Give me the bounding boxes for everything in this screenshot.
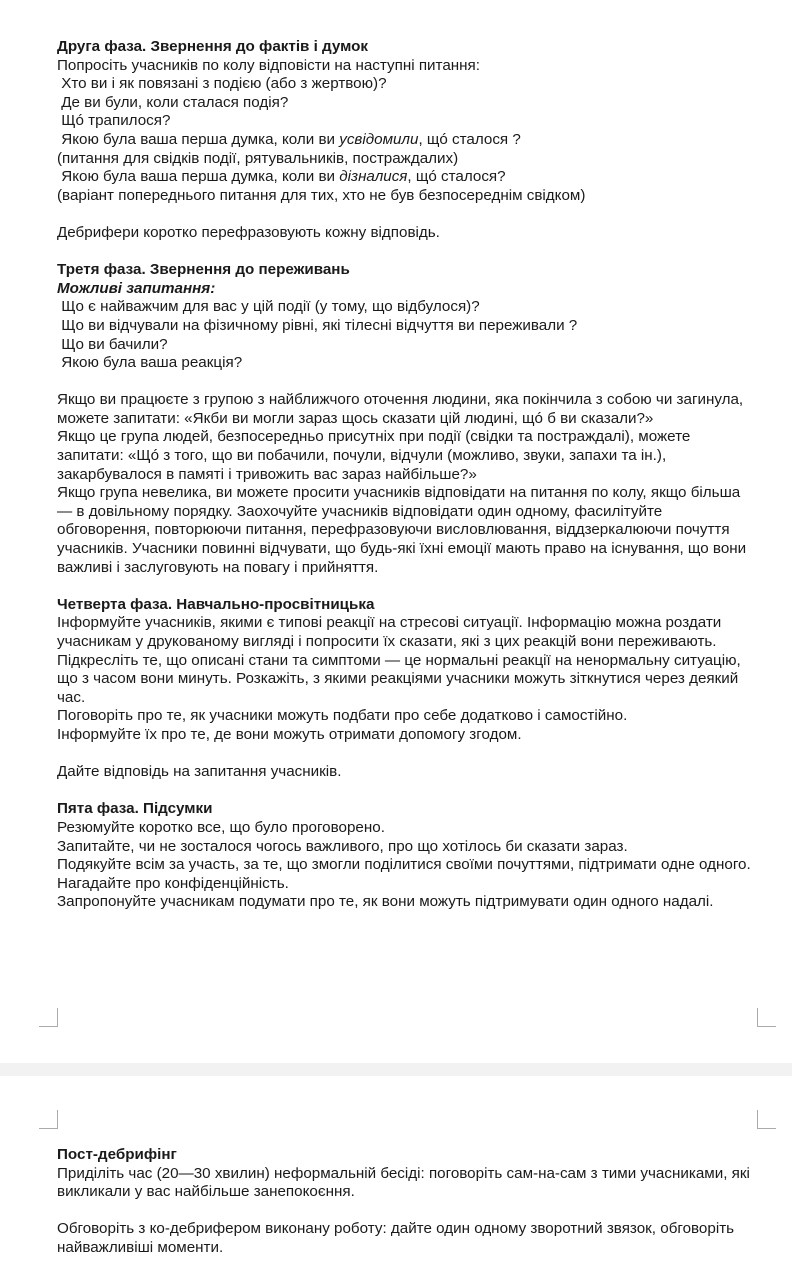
phase-4-paragraph: Підкресліть те, що описані стани та симптоми — це нормальні реакції на ненормальну ситуацію, що з часом вони минуть. Розкажіть, з якими реакціями учасники можуть зіткнутися через деякий час. <box>57 651 741 706</box>
phase-4-paragraph: Інформуйте учасників, якими є типові реакції на стресові ситуації. Інформацію можна роздати учасникам у друкованому вигляді і попросити їх сказати, які з цих реакцій вони переживають. <box>57 614 722 650</box>
phase-2-note: (варіант попереднього питання для тих, хто не був безпосереднім свідком) <box>57 186 586 204</box>
phase-5-item: Запропонуйте учасникам подумати про те, як вони можуть підтримувати один одного надалі. <box>57 893 714 911</box>
phase-2-question: Хто ви і як повязані з подією (або з жертвою)? <box>57 75 387 93</box>
page-corner-marker <box>39 1110 58 1129</box>
phase-3-question: Що ви бачили? <box>57 335 168 353</box>
question-emphasis: дізналися <box>339 168 408 186</box>
phase-2-outro: Дебрифери коротко перефразовують кожну відповідь. <box>57 223 440 241</box>
page-corner-marker <box>39 1008 58 1027</box>
question-text: , щó сталося ? <box>418 130 521 148</box>
document-page-2 <box>0 1076 792 1280</box>
phase-3-question: Якою була ваша реакція? <box>57 354 243 372</box>
phase-5-item: Подякуйте всім за участь, за те, що змогли поділитися своїми почуттями, підтримати одне одного. <box>57 856 751 874</box>
phase-3-subheading: Можливі запитання: <box>57 279 216 297</box>
phase-3-paragraph: Якщо ви працюєте з групою з найближчого оточення людини, яка покінчила з собою чи загинула, можете запитати: «Якби ви могли зараз щось сказати цій людині, щó б ви сказали?» <box>57 391 744 427</box>
phase-4-heading: Четверта фаза. Навчально-просвітницька <box>57 595 375 613</box>
phase-4-outro: Дайте відповідь на запитання учасників. <box>57 763 342 781</box>
phase-3-paragraph: Якщо група невелика, ви можете просити учасників відповідати на питання по колу, якщо більша — в довільному порядку. Заохочуйте учасників відповідати один одному, фасилітуйте обговорення, повторюючи питання, перефразовуючи висловлювання, віддзеркалюючи почуття учасників. Учасники повинні відчувати, що будь-які їхні емоції мають право на існування, що вони важливі і заслуговують на повагу і прийняття. <box>57 484 747 576</box>
post-debriefing-paragraph: Приділіть час (20—30 хвилин) неформальній бесіді: поговоріть сам-на-сам з тими учасниками, які викликали у вас найбільше занепокоєння. <box>57 1164 750 1201</box>
question-text: Якою була ваша перша думка, коли ви <box>57 168 340 186</box>
question-emphasis: усвідомили <box>339 130 419 148</box>
phase-2-question: Де ви були, коли сталася подія? <box>57 93 289 111</box>
page-2-content <box>57 1146 757 1258</box>
phase-3-question: Що є найважчим для вас у цій події (у тому, що відбулося)? <box>57 298 480 316</box>
page-corner-marker <box>757 1110 776 1129</box>
phase-2-note: (питання для свідків події, рятувальників, постраждалих) <box>57 149 459 167</box>
phase-2-question <box>57 168 757 187</box>
phase-5-item: Запитайте, чи не зосталося чогось важливого, про що хотілось би сказати зараз. <box>57 837 628 855</box>
phase-2-heading: Друга фаза. Звернення до фактів і думок <box>57 38 369 55</box>
post-debriefing-heading: Пост-дебрифінг <box>57 1146 177 1163</box>
page-corner-marker <box>757 1008 776 1027</box>
phase-3-question: Що ви відчували на фізичному рівні, які тілесні відчуття ви переживали ? <box>57 316 578 334</box>
phase-5-heading: Пята фаза. Підсумки <box>57 800 213 818</box>
post-debriefing-paragraph: Обговоріть з ко-дебрифером виконану роботу: дайте один одному зворотний звязок, обговоріть найважливіші моменти. <box>57 1220 735 1256</box>
question-text: , щó сталося? <box>407 168 506 186</box>
phase-5-item: Нагадайте про конфіденційність. <box>57 874 289 892</box>
phase-4-paragraph: Інформуйте їх про те, де вони можуть отримати допомогу згодом. <box>57 725 522 743</box>
phase-3-paragraph: Якщо це група людей, безпосередньо присутніх при події (свідки та постраждалі), можете запитати: «Щó з того, що ви побачили, почули, відчули (можливо, звуки, запахи та ін.), закарбувалося в памяті і тривожить вас зараз найбільше?» <box>57 428 691 483</box>
phase-5-item: Резюмуйте коротко все, що було проговорено. <box>57 818 385 836</box>
question-text: Якою була ваша перша думка, коли ви <box>57 130 340 148</box>
phase-2-intro: Попросіть учасників по колу відповісти на наступні питання: <box>57 56 480 74</box>
phase-2-question: Щó трапилося? <box>57 112 171 130</box>
phase-4-paragraph: Поговоріть про те, як учасники можуть подбати про себе додатково і самостійно. <box>57 707 628 725</box>
phase-3-heading: Третя фаза. Звернення до переживань <box>57 261 350 279</box>
phase-2-question <box>57 131 757 150</box>
page-1-content <box>57 38 757 912</box>
